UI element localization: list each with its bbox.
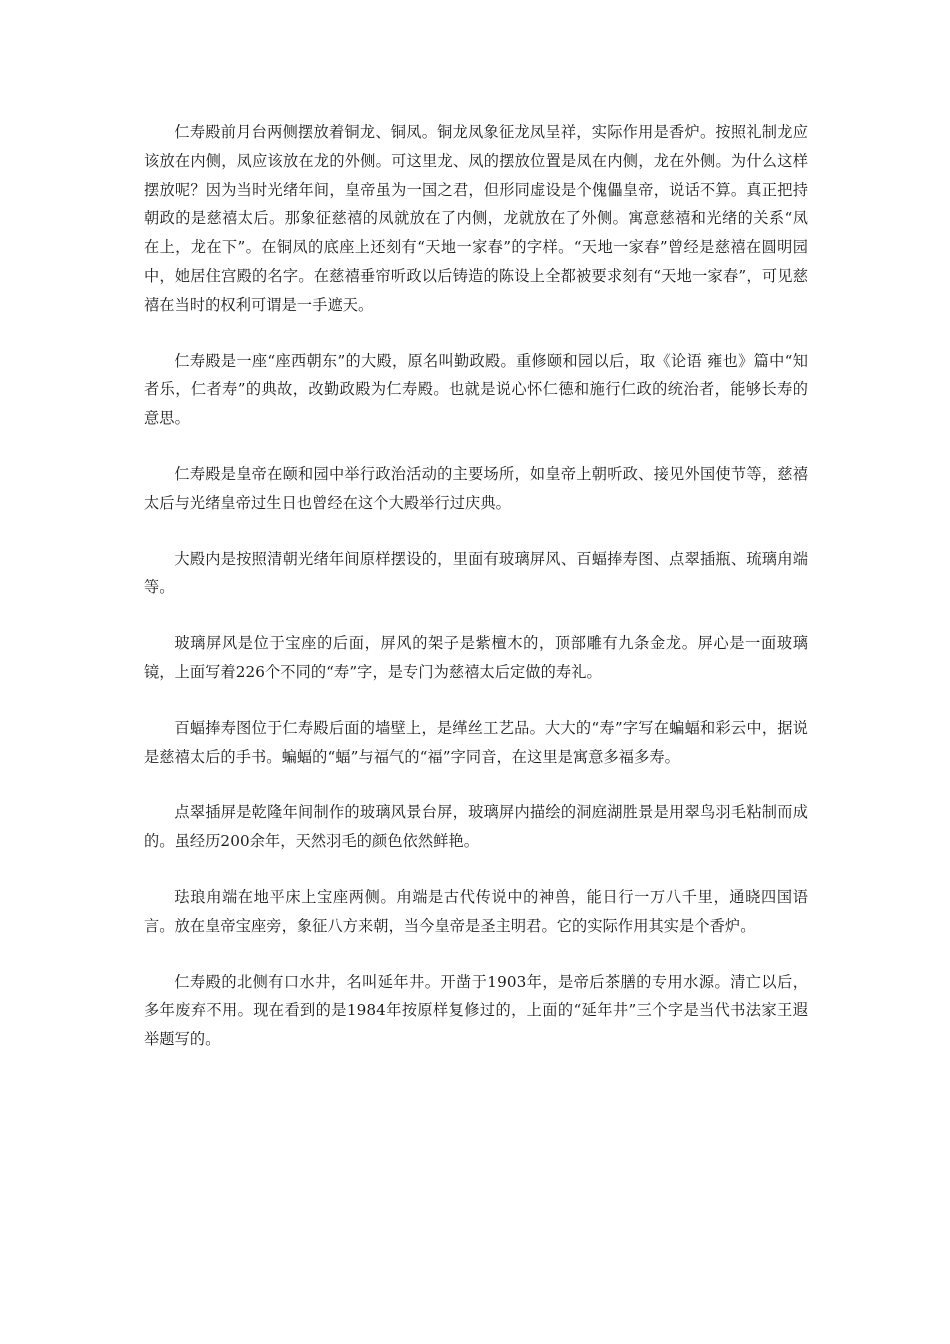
paragraph-hall-name-origin: 仁寿殿是一座“座西朝东”的大殿，原名叫勤政殿。重修颐和园以后，取《论语 雍也》篇中“知者乐，仁者寿”的典故，改勤政殿为仁寿殿。也就是说心怀仁德和施行仁政的统治者，能够长寿的意思。 bbox=[144, 351, 808, 428]
paragraph-hall-interior: 大殿内是按照清朝光绪年间原样摆设的，里面有玻璃屏风、百蝠捧寿图、点翠插瓶、琉璃甪端等。 bbox=[144, 549, 808, 597]
paragraph-kingfisher-screen: 点翠插屏是乾隆年间制作的玻璃风景台屏，玻璃屏内描绘的洞庭湖胜景是用翠鸟羽毛粘制而成的。虽经历200余年，天然羽毛的颜色依然鲜艳。 bbox=[144, 803, 808, 851]
paragraph-glass-screen: 玻璃屏风是位于宝座的后面，屏风的架子是紫檀木的，顶部雕有九条金龙。屏心是一面玻璃镜，上面写着226个不同的“寿”字，是专门为慈禧太后定做的寿礼。 bbox=[144, 634, 808, 681]
paragraph-hall-function: 仁寿殿是皇帝在颐和园中举行政治活动的主要场所，如皇帝上朝听政、接见外国使节等，慈禧太后与光绪皇帝过生日也曾经在这个大殿举行过庆典。 bbox=[144, 464, 808, 512]
paragraph-bronze-dragon-phoenix: 仁寿殿前月台两侧摆放着铜龙、铜凤。铜龙凤象征龙凤呈祥，实际作用是香炉。按照礼制龙应该放在内侧，凤应该放在龙的外侧。可这里龙、凤的摆放位置是凤在内侧，龙在外侧。为什么这样摆放呢？因为当时光绪年间，皇帝虽为一国之君，但形同虚设是个傀儡皇帝，说话不算。真正把持朝政的是慈禧太后。那象征慈禧的凤就放在了内侧，龙就放在了外侧。寓意慈禧和光绪的关系“凤在上，龙在下”。在铜凤的底座上还刻有“天地一家春”的字样。“天地一家春”曾经是慈禧在圆明园中，她居住宫殿的名字。在慈禧垂帘听政以后铸造的陈设上全都被要求刻有“天地一家春”，可见慈禧在当时的权利可谓是一手遮天。 bbox=[144, 123, 808, 314]
paragraph-hundred-bats: 百蝠捧寿图位于仁寿殿后面的墙壁上，是缂丝工艺品。大大的“寿”字写在蝙蝠和彩云中，据说是慈禧太后的手书。蝙蝠的“蝠”与福气的“福”字同音，在这里是寓意多福多寿。 bbox=[144, 718, 808, 766]
document-body bbox=[144, 118, 808, 1081]
paragraph-yannian-well: 仁寿殿的北侧有口水井，名叫延年井。开凿于1903年，是帝后茶膳的专用水源。清亡以后，多年废弃不用。现在看到的是1984年按原样复修过的，上面的“延年井”三个字是当代书法家王遐举题写的。 bbox=[144, 972, 808, 1049]
paragraph-enamel-luduan: 珐琅甪端在地平床上宝座两侧。甪端是古代传说中的神兽，能日行一万八千里，通晓四国语言。放在皇帝宝座旁，象征八方来朝，当今皇帝是圣主明君。它的实际作用其实是个香炉。 bbox=[144, 887, 808, 935]
